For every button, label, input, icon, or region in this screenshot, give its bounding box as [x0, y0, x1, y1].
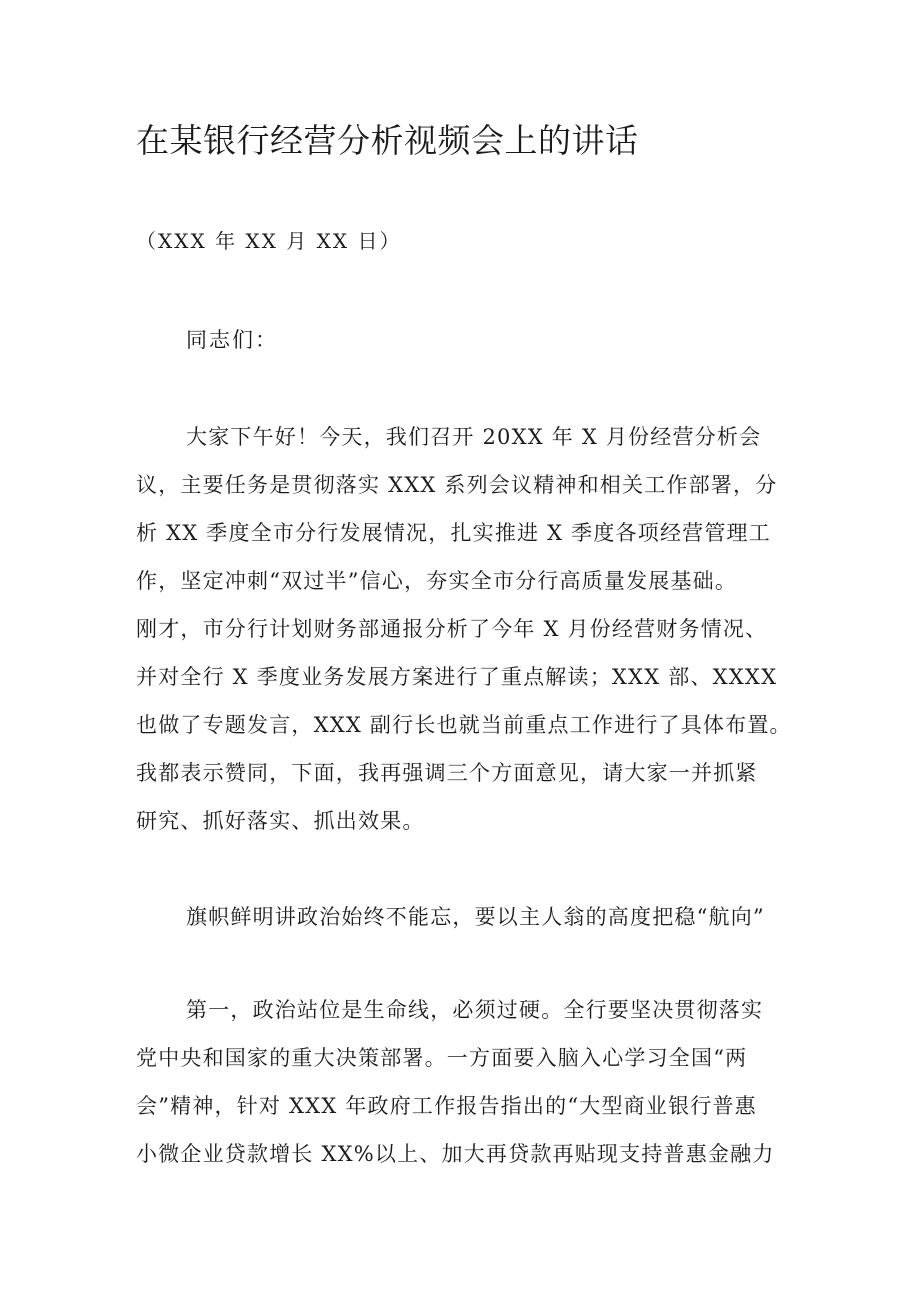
paragraph-line: 作，坚定冲刺“双过半”信心，夯实全市分行高质量发展基础。: [136, 569, 738, 593]
paragraph-line: 议，主要任务是贯彻落实 XXX 系列会议精神和相关工作部署，分: [136, 473, 778, 497]
paragraph-line: 会”精神，针对 XXX 年政府工作报告指出的“大型商业银行普惠: [136, 1094, 757, 1118]
paragraph-line: 我都表示赞同，下面，我再强调三个方面意见，请大家一并抓紧: [136, 761, 758, 785]
paragraph-line: 大家下午好！今天，我们召开 20XX 年 X 月份经营分析会: [186, 425, 762, 449]
salutation: 同志们：: [186, 328, 278, 352]
section-heading: [136, 893, 796, 941]
document-title: 在某银行经营分析视频会上的讲话: [136, 121, 639, 160]
paragraph-first-point: [136, 986, 796, 1178]
paragraph-line: 第一，政治站位是生命线，必须过硬。全行要坚决贯彻落实: [186, 998, 764, 1022]
paragraph-line: 党中央和国家的重大决策部署。一方面要入脑入心学习全国“两: [136, 1046, 748, 1070]
paragraph-opening: [136, 413, 796, 845]
paragraph-line: 析 XX 季度全市分行发展情况，扎实推进 X 季度各项经营管理工: [136, 521, 771, 545]
paragraph-line: 小微企业贷款增长 XX%以上、加大再贷款再贴现支持普惠金融力: [136, 1142, 775, 1166]
paragraph-line: 也做了专题发言，XXX 副行长也就当前重点工作进行了具体布置。: [136, 713, 792, 737]
paragraph-line: 研究、抓好落实、抓出效果。: [136, 809, 425, 833]
document-date: （XXX 年 XX 月 XX 日）: [136, 229, 402, 253]
section-heading-text: 旗帜鲜明讲政治始终不能忘，要以主人翁的高度把稳“航向”: [186, 905, 765, 929]
paragraph-line: 刚才，市分行计划财务部通报分析了今年 X 月份经营财务情况、: [136, 617, 768, 641]
paragraph-line: 并对全行 X 季度业务发展方案进行了重点解读；XXX 部、XXXX: [136, 665, 778, 689]
